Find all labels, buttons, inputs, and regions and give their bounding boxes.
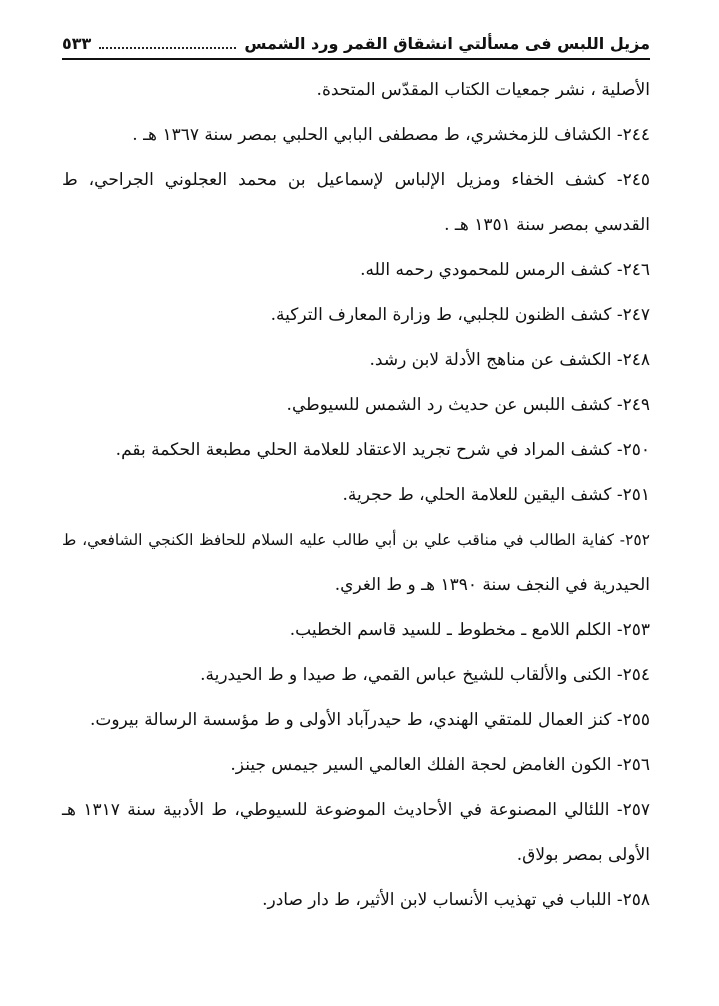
header-title: مزيل اللبس فى مسألتي انشقاق القمر ورد الشمس [244,33,650,53]
bibliography-entry: ٢٥٠- كشف المراد في شرح تجريد الاعتقاد للعلامة الحلي مطبعة الحكمة بقم. [115,440,650,460]
bibliography-line: القدسي بمصر سنة ١٣٥١ هـ . [444,215,650,235]
bibliography-entry: ٢٥٤- الكنى والألقاب للشيخ عباس القمي، ط صيدا و ط الحيدرية. [200,665,650,685]
bibliography-entry: ٢٥٥- كنز العمال للمتقي الهندي، ط حيدرآباد الأولى و ط مؤسسة الرسالة بيروت. [89,710,650,730]
bibliography-entry: ٢٥٧- اللئالي المصنوعة في الأحاديث الموضوعة للسيوطي، ط الأدبية سنة ١٣١٧ هـ [62,800,650,820]
bibliography-entry: ٢٤٥- كشف الخفاء ومزيل الإلباس لإسماعيل بن محمد العجلوني الجراحي، ط [62,170,650,190]
bibliography-entry: ٢٤٦- كشف الرمس للمحمودي رحمه الله. [360,260,650,280]
bibliography-entry: ٢٤٩- كشف اللبس عن حديث رد الشمس للسيوطي. [286,395,650,415]
page-number: ٥٣٣ [62,33,92,53]
running-header [62,30,650,60]
bibliography-line: الأولى بمصر بولاق. [516,845,650,865]
bibliography-entry: ٢٤٨- الكشف عن مناهج الأدلة لابن رشد. [369,350,650,370]
bibliography-entry: ٢٤٤- الكشاف للزمخشري، ط مصطفى البابي الحلبي بمصر سنة ١٣٦٧ هـ . [132,125,650,145]
bibliography-line: الحيدرية في النجف سنة ١٣٩٠ هـ و ط الغري. [334,575,650,595]
bibliography-entry: ٢٥١- كشف اليقين للعلامة الحلي، ط حجرية. [342,485,650,505]
bibliography-line: الأصلية ، نشر جمعيات الكتاب المقدّس المتحدة. [316,80,650,100]
bibliography-entry: ٢٤٧- كشف الظنون للجلبي، ط وزارة المعارف التركية. [270,305,650,325]
bibliography-entry: ٢٥٦- الكون الغامض لحجة الفلك العالمي السير جيمس جينز. [230,755,650,775]
header-dotted-leader [99,37,236,49]
bibliography-entry: ٢٥٣- الكلم اللامع ـ مخطوط ـ للسيد قاسم الخطيب. [289,620,650,640]
bibliography-entry: ٢٥٢- كفاية الطالب في مناقب علي بن أبي طالب عليه السلام للحافظ الكنجي الشافعي، ط [62,531,650,549]
bibliography-entry: ٢٥٨- اللباب في تهذيب الأنساب لابن الأثير، ط دار صادر. [262,890,650,910]
